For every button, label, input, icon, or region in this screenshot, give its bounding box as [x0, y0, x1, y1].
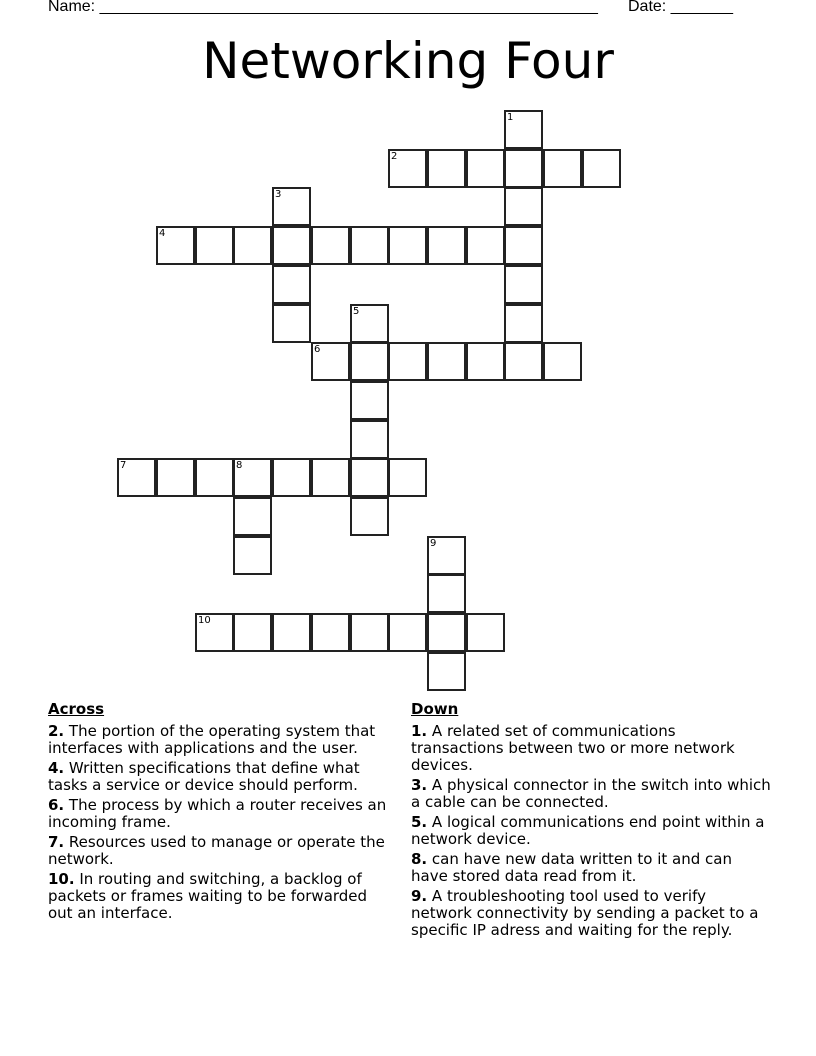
crossword-cell[interactable] — [427, 574, 466, 613]
crossword-cell[interactable] — [350, 226, 389, 265]
crossword-cell[interactable] — [233, 497, 272, 536]
crossword-cell[interactable] — [311, 458, 350, 497]
cell-number: 10 — [198, 615, 211, 626]
clue-down-1: 1. A related set of communications transactions between two or more network devices. — [411, 722, 735, 774]
clue-across-2: 2. The portion of the operating system that interfaces with applications and the user. — [48, 722, 376, 757]
crossword-cell[interactable] — [350, 304, 389, 343]
crossword-cell[interactable] — [427, 226, 466, 265]
crossword-cell[interactable] — [504, 149, 543, 188]
clue-across-7: 7. Resources used to manage or operate the network. — [48, 833, 385, 868]
crossword-cell[interactable] — [233, 458, 272, 497]
cell-number: 5 — [353, 306, 360, 317]
down-heading: Down — [411, 700, 459, 718]
crossword-cell[interactable] — [311, 613, 350, 652]
crossword-cell[interactable] — [195, 458, 234, 497]
clue-down-8: 8. can have new data written to it and can have stored data read from it. — [411, 850, 732, 885]
crossword-cell[interactable] — [504, 187, 543, 226]
crossword-cell[interactable] — [272, 458, 311, 497]
crossword-cell[interactable] — [272, 265, 311, 304]
crossword-cell[interactable] — [388, 342, 427, 381]
crossword-cell[interactable] — [156, 226, 195, 265]
crossword-cell[interactable] — [350, 497, 389, 536]
crossword-cell[interactable] — [311, 342, 350, 381]
crossword-cell[interactable] — [466, 342, 505, 381]
crossword-cell[interactable] — [427, 536, 466, 575]
crossword-cell[interactable] — [233, 226, 272, 265]
cell-number: 8 — [236, 460, 243, 471]
crossword-cell[interactable] — [350, 381, 389, 420]
crossword-cell[interactable] — [466, 613, 505, 652]
crossword-cell[interactable] — [466, 226, 505, 265]
crossword-cell[interactable] — [350, 613, 389, 652]
cell-number: 6 — [314, 344, 321, 355]
name-field-label[interactable]: Name: ________________________________________________________ — [48, 0, 598, 15]
clue-across-4: 4. Written specifications that define what tasks a service or device should perform. — [48, 759, 360, 794]
crossword-cell[interactable] — [388, 226, 427, 265]
cell-number: 7 — [120, 460, 127, 471]
clue-down-9: 9. A troubleshooting tool used to verify network connectivity by sending a packet to a specific IP adress and waiting for the reply. — [411, 887, 759, 939]
crossword-cell[interactable] — [350, 420, 389, 459]
crossword-cell[interactable] — [582, 149, 621, 188]
across-heading: Across — [48, 700, 105, 718]
crossword-cell[interactable] — [427, 149, 466, 188]
crossword-cell[interactable] — [504, 342, 543, 381]
cell-number: 1 — [507, 112, 514, 123]
crossword-cell[interactable] — [388, 149, 427, 188]
crossword-cell[interactable] — [388, 458, 427, 497]
clue-down-3: 3. A physical connector in the switch into which a cable can be connected. — [411, 776, 771, 811]
crossword-cell[interactable] — [117, 458, 156, 497]
crossword-cell[interactable] — [427, 342, 466, 381]
crossword-cell[interactable] — [272, 304, 311, 343]
crossword-cell[interactable] — [504, 265, 543, 304]
crossword-cell[interactable] — [466, 149, 505, 188]
crossword-cell[interactable] — [156, 458, 195, 497]
date-field-label[interactable]: Date: _______ — [628, 0, 733, 15]
puzzle-title: Networking Four — [202, 32, 614, 90]
cell-number: 4 — [159, 228, 166, 239]
crossword-cell[interactable] — [504, 226, 543, 265]
crossword-cell[interactable] — [504, 304, 543, 343]
crossword-cell[interactable] — [543, 342, 582, 381]
across-clues — [48, 701, 393, 925]
crossword-cell[interactable] — [272, 613, 311, 652]
crossword-cell[interactable] — [504, 110, 543, 149]
crossword-cell[interactable] — [427, 652, 466, 691]
clue-across-10: 10. In routing and switching, a backlog of packets or frames waiting to be forwarded out an interface. — [48, 870, 368, 922]
clue-across-6: 6. The process by which a router receives an incoming frame. — [48, 796, 387, 831]
crossword-cell[interactable] — [311, 226, 350, 265]
crossword-cell[interactable] — [350, 458, 389, 497]
crossword-cell[interactable] — [350, 342, 389, 381]
crossword-cell[interactable] — [543, 149, 582, 188]
crossword-cell[interactable] — [195, 613, 234, 652]
crossword-cell[interactable] — [388, 613, 427, 652]
crossword-cell[interactable] — [272, 226, 311, 265]
clue-down-5: 5. A logical communications end point within a network device. — [411, 813, 765, 848]
crossword-cell[interactable] — [427, 613, 466, 652]
crossword-cell[interactable] — [233, 613, 272, 652]
cell-number: 3 — [275, 189, 282, 200]
crossword-cell[interactable] — [272, 187, 311, 226]
cell-number: 2 — [391, 151, 398, 162]
cell-number: 9 — [430, 538, 437, 549]
crossword-cell[interactable] — [195, 226, 234, 265]
crossword-cell[interactable] — [233, 536, 272, 575]
down-clues — [411, 701, 771, 942]
